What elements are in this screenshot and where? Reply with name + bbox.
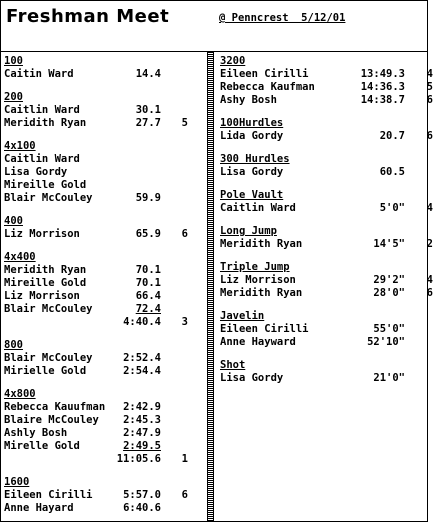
athlete-name: Ashy Bosh (220, 94, 277, 106)
event-block-pole-vault (220, 189, 433, 215)
header (1, 1, 427, 52)
place: 5 (181, 117, 188, 129)
result-row (4, 316, 204, 329)
athlete-name: Caitin Ward (4, 68, 74, 80)
event-block-1600 (4, 476, 204, 515)
event-block-4x800 (4, 388, 204, 466)
event-name: 300 Hurdles (220, 153, 290, 165)
event-name: 800 (4, 339, 23, 351)
result-mark: 72.4 (135, 303, 161, 315)
result-row (220, 323, 420, 336)
athlete-name: Blair McCouley (4, 192, 93, 204)
event-name: 4x800 (4, 388, 36, 400)
page-title: Freshman Meet (6, 6, 170, 27)
result-mark: 21'0" (373, 372, 405, 384)
result-row (4, 489, 204, 502)
result-mark: 5:57.0 (123, 489, 161, 501)
meet-location-date: @ Penncrest 5/12/01 (219, 12, 346, 24)
event-name: Shot (220, 359, 246, 371)
result-row (220, 202, 433, 215)
athlete-name: Caitlin Ward (4, 104, 80, 116)
event-name: Triple Jump (220, 261, 290, 273)
place: 5 (426, 81, 433, 93)
event-name: 3200 (220, 55, 246, 67)
event-block-javelin (220, 310, 420, 349)
athlete-name: Eileen Cirilli (220, 68, 309, 80)
result-row (220, 68, 433, 81)
result-row (4, 453, 204, 466)
athlete-name: Mirielle Gold (4, 365, 87, 377)
result-row (4, 117, 204, 130)
athlete-name: Liz Morrison (4, 228, 80, 240)
athlete-name: Mireille Gold (4, 179, 87, 191)
column-divider (207, 52, 214, 521)
result-row (4, 502, 204, 515)
result-mark: 4:40.4 (123, 316, 161, 328)
athlete-name: Mireille Gold (4, 277, 87, 289)
result-row (4, 228, 204, 241)
result-row (220, 94, 433, 107)
athlete-name: Anne Hayard (4, 502, 74, 514)
athlete-name: Meridith Ryan (4, 264, 87, 276)
place: 6 (181, 228, 188, 240)
result-mark: 55'0" (373, 323, 405, 335)
result-mark: 59.9 (135, 192, 161, 204)
athlete-name: Rebecca Kauufman (4, 401, 106, 413)
result-mark: 6:40.6 (123, 502, 161, 514)
athlete-name: Eileen Cirilli (4, 489, 93, 501)
event-name: 100Hurdles (220, 117, 284, 129)
result-row (220, 372, 420, 385)
result-row (220, 81, 433, 94)
result-mark: 60.5 (379, 166, 405, 178)
result-row (4, 290, 204, 303)
result-mark: 11:05.6 (116, 453, 161, 465)
result-row (4, 153, 204, 166)
event-name: 100 (4, 55, 23, 67)
place: 6 (426, 287, 433, 299)
event-block-4x100 (4, 140, 204, 205)
athlete-name: Ashly Bosh (4, 427, 68, 439)
result-row (4, 365, 204, 378)
result-mark: 70.1 (135, 264, 161, 276)
result-row (220, 287, 433, 300)
result-row (220, 238, 433, 251)
event-name: 200 (4, 91, 23, 103)
right-column (220, 52, 433, 385)
place: 3 (181, 316, 188, 328)
result-mark: 30.1 (135, 104, 161, 116)
event-name: Long Jump (220, 225, 277, 237)
result-mark: 70.1 (135, 277, 161, 289)
result-row (4, 166, 204, 179)
result-mark: 65.9 (135, 228, 161, 240)
event-block-shot (220, 359, 420, 385)
result-mark: 2:42.9 (123, 401, 161, 413)
result-mark: 2:52.4 (123, 352, 161, 364)
event-block-300-hurdles (220, 153, 420, 179)
athlete-name: Blair McCouley (4, 352, 93, 364)
result-row (220, 274, 433, 287)
result-row (220, 166, 420, 179)
result-mark: 14:38.7 (360, 94, 405, 106)
place: 4 (426, 274, 433, 286)
athlete-name: Lida Gordy (220, 130, 284, 142)
result-row (4, 414, 204, 427)
athlete-name: Blair McCouley (4, 303, 93, 315)
event-block-400 (4, 215, 204, 241)
result-row (220, 336, 420, 349)
left-column (4, 52, 204, 515)
athlete-name: Mirelle Gold (4, 440, 80, 452)
place: 1 (181, 453, 188, 465)
event-name: 4x100 (4, 140, 36, 152)
event-block-100hurdles (220, 117, 433, 143)
result-mark: 52'10" (367, 336, 405, 348)
athlete-name: Liz Morrison (220, 274, 296, 286)
athlete-name: Caitlin Ward (4, 153, 80, 165)
athlete-name: Anne Hayward (220, 336, 296, 348)
event-name: 1600 (4, 476, 30, 488)
athlete-name: Lisa Gordy (220, 372, 284, 384)
athlete-name: Meridith Ryan (220, 287, 303, 299)
result-row (4, 440, 204, 453)
result-row (4, 68, 204, 81)
result-row (220, 130, 433, 143)
athlete-name: Lisa Gordy (4, 166, 68, 178)
event-block-800 (4, 339, 204, 378)
event-block-100 (4, 55, 204, 81)
place: 4 (426, 202, 433, 214)
result-mark: 27.7 (135, 117, 161, 129)
athlete-name: Meridith Ryan (220, 238, 303, 250)
result-mark: 5'0" (379, 202, 405, 214)
athlete-name: Lisa Gordy (220, 166, 284, 178)
event-block-3200 (220, 55, 433, 107)
result-mark: 2:45.3 (123, 414, 161, 426)
place: 6 (181, 489, 188, 501)
result-row (4, 427, 204, 440)
event-name: 400 (4, 215, 23, 227)
result-mark: 29'2" (373, 274, 405, 286)
event-block-200 (4, 91, 204, 130)
place: 6 (426, 130, 433, 142)
athlete-name: Eileen Cirilli (220, 323, 309, 335)
event-block-triple-jump (220, 261, 433, 300)
place: 6 (426, 94, 433, 106)
athlete-name: Meridith Ryan (4, 117, 87, 129)
result-row (4, 104, 204, 117)
result-row (4, 192, 204, 205)
result-mark: 14:36.3 (360, 81, 405, 93)
athlete-name: Caitlin Ward (220, 202, 296, 214)
result-row (4, 401, 204, 414)
result-row (4, 277, 204, 290)
result-mark: 2:47.9 (123, 427, 161, 439)
event-name: Pole Vault (220, 189, 284, 201)
result-mark: 20.7 (379, 130, 405, 142)
athlete-name: Liz Morrison (4, 290, 80, 302)
result-row (4, 179, 204, 192)
result-mark: 28'0" (373, 287, 405, 299)
result-mark: 13:49.3 (360, 68, 405, 80)
athlete-name: Blaire McCouley (4, 414, 99, 426)
event-block-long-jump (220, 225, 433, 251)
result-row (4, 303, 204, 316)
event-name: 4x400 (4, 251, 36, 263)
place: 4 (426, 68, 433, 80)
result-mark: 2:49.5 (123, 440, 161, 452)
result-mark: 66.4 (135, 290, 161, 302)
athlete-name: Rebecca Kaufman (220, 81, 315, 93)
event-block-4x400 (4, 251, 204, 329)
result-mark: 2:54.4 (123, 365, 161, 377)
result-row (4, 264, 204, 277)
result-mark: 14.4 (135, 68, 161, 80)
place: 2 (426, 238, 433, 250)
result-row (4, 352, 204, 365)
event-name: Javelin (220, 310, 265, 322)
result-mark: 14'5" (373, 238, 405, 250)
